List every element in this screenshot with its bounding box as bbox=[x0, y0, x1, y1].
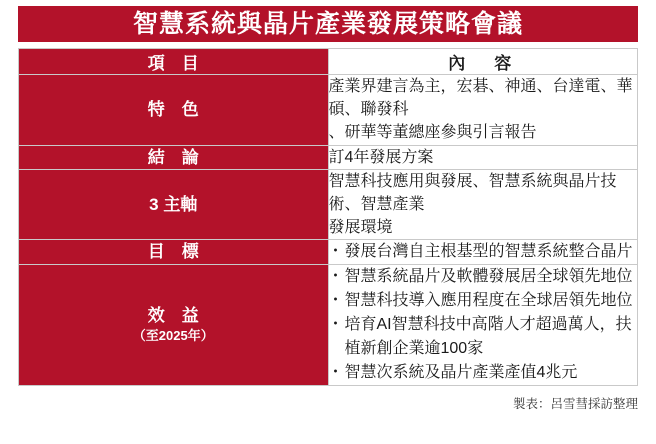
content-line: 、研華等董總座參與引言報告 bbox=[328, 124, 537, 142]
policy-table bbox=[18, 48, 638, 386]
row-label-conclusion bbox=[19, 145, 329, 169]
table-row bbox=[19, 240, 638, 264]
row-content-benefit bbox=[328, 264, 638, 385]
bullet-item: ・ 發展台灣自主根基型的智慧系統整合晶片 bbox=[329, 240, 638, 263]
table-row bbox=[19, 145, 638, 169]
row-label-goal bbox=[19, 240, 329, 264]
row-label-feature bbox=[19, 75, 329, 146]
content-line: 發展環境 bbox=[328, 219, 393, 237]
table-row bbox=[19, 75, 638, 146]
benefit-bullet-list bbox=[329, 265, 638, 385]
column-header-content: 內 容 bbox=[328, 49, 638, 75]
column-header-item: 項 目 bbox=[19, 49, 329, 75]
row-content-three-axes bbox=[328, 169, 638, 240]
page-title-bar bbox=[18, 6, 638, 42]
content-line: 智慧科技應用與發展、智慧系統與晶片技術、智慧產業 bbox=[328, 172, 617, 213]
credit-line: 製表：呂雪彗採訪整理 bbox=[512, 396, 638, 411]
table-row bbox=[19, 169, 638, 240]
infographic-page bbox=[0, 6, 656, 444]
bullet-item: ・ 智慧次系統及晶片產業產值4兆元 bbox=[329, 361, 638, 385]
row-content-feature bbox=[328, 75, 638, 146]
table-header-row bbox=[19, 49, 638, 75]
page-title: 智慧系統與晶片產業發展策略會議 bbox=[132, 9, 523, 38]
bullet-item: ・ 培育AI智慧科技中高階人才超過萬人，扶植新創企業逾100家 bbox=[329, 313, 638, 361]
row-label-text: 特 色 bbox=[147, 100, 199, 120]
row-label-benefit bbox=[19, 264, 329, 385]
row-label-text: 目 標 bbox=[147, 242, 199, 262]
bullet-item: ・ 智慧科技導入應用程度在全球居領先地位 bbox=[329, 289, 638, 313]
row-label-text: 效 益 bbox=[147, 306, 199, 326]
content-line: 產業界建言為主，宏碁、神通、台達電、華碩、聯發科 bbox=[328, 78, 633, 119]
row-label-three-axes bbox=[19, 169, 329, 240]
row-label-subtext: （至2025年） bbox=[132, 327, 214, 343]
bullet-item: ・ 智慧系統晶片及軟體發展居全球領先地位 bbox=[329, 265, 638, 289]
row-label-text: 3 主軸 bbox=[149, 194, 198, 214]
content-line: 訂4年發展方案 bbox=[328, 148, 434, 166]
row-content-goal bbox=[328, 240, 638, 264]
row-content-conclusion bbox=[328, 145, 638, 169]
table-row bbox=[19, 264, 638, 385]
row-label-text: 結 論 bbox=[147, 147, 199, 167]
